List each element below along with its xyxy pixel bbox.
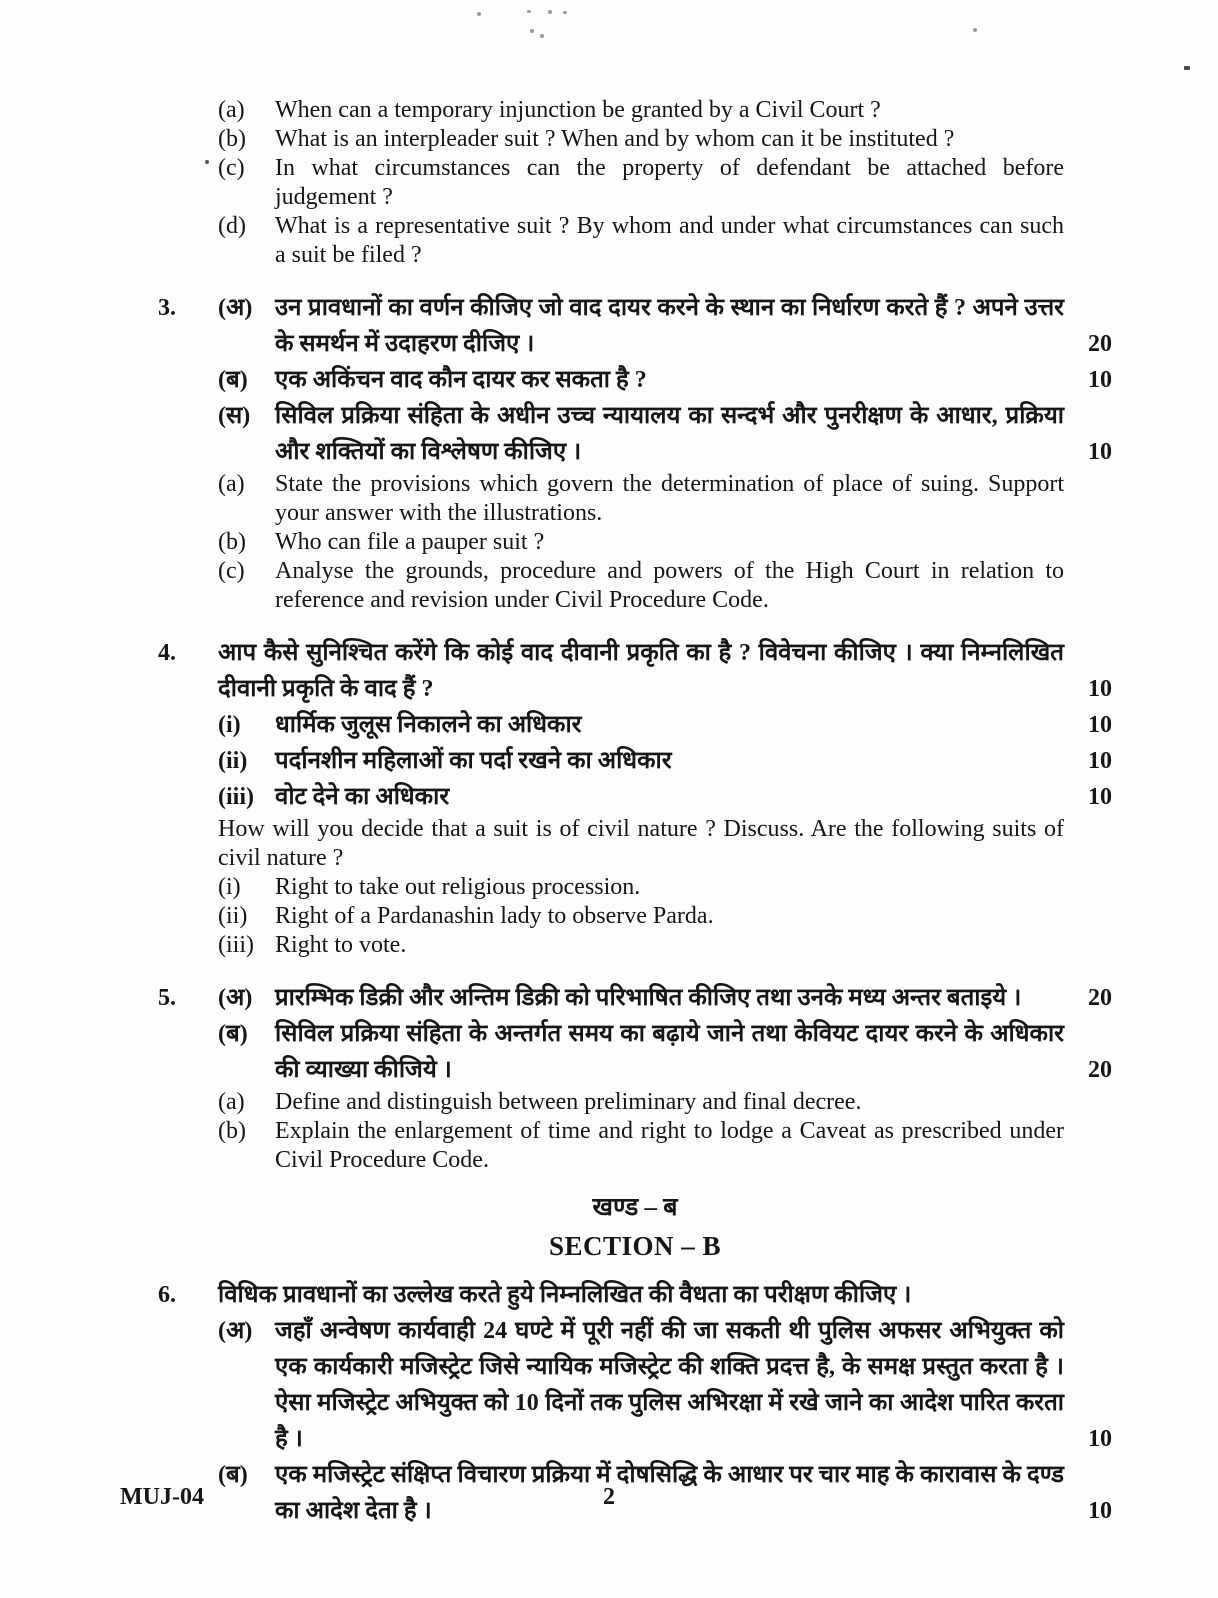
part-label: (अ) (218, 295, 253, 321)
question-number: 5. (158, 985, 176, 1011)
question-text: When can a temporary injunction be granted by a Civil Court ? (275, 97, 881, 123)
question-row (158, 528, 1112, 557)
scan-artifact (540, 34, 544, 38)
part-label: (b) (218, 529, 246, 555)
question-text: एक मजिस्ट्रेट संक्षिप्त विचारण प्रक्रिया में दोषसिद्धि के आधार पर चार माह के कारावास के दण्ड का आदेश देता है । (275, 1462, 1064, 1524)
part-label: (अ) (218, 985, 253, 1011)
question-row (158, 902, 1112, 931)
question-row (158, 1277, 1112, 1313)
marks-value: 10 (1088, 367, 1112, 393)
question-row (158, 873, 1112, 902)
question-text: धार्मिक जुलूस निकालने का अधिकार (275, 712, 582, 738)
question-text: सिविल प्रक्रिया संहिता के अन्तर्गत समय का बढ़ाये जाने तथा केवियट दायर करने के अधिकार की व्याख्या कीजिये । (275, 1021, 1064, 1083)
question-row (158, 1088, 1112, 1117)
question-list (158, 96, 1112, 1529)
marks-value: 10 (1088, 748, 1112, 774)
part-label: (ii) (218, 748, 248, 774)
part-label: (c) (218, 558, 245, 584)
scan-artifact (548, 10, 552, 14)
question-row (158, 931, 1112, 960)
question-text: उन प्रावधानों का वर्णन कीजिए जो वाद दायर करने के स्थान का निर्धारण करते हैं ? अपने उत्तर के समर्थन में उदाहरण दीजिए । (275, 295, 1064, 357)
question-text: Define and distinguish between preliminary and final decree. (275, 1089, 862, 1115)
marks-value: 10 (1088, 1426, 1112, 1452)
marks-value: 20 (1088, 1057, 1112, 1083)
question-text: जहाँ अन्वेषण कार्यवाही 24 घण्टे में पूरी नहीं की जा सकती थी पुलिस अफसर अभियुक्त को एक कार्यकारी मजिस्ट्रेट जिसे न्यायिक मजिस्ट्रेट की शक्ति प्रदत्त है, के समक्ष प्रस्तुत करता है । ऐसा मजिस्ट्रेट अभियुक्त को 10 दिनों तक पुलिस अभिरक्षा में रखे जाने का आदेश पारित करता है । (275, 1318, 1064, 1452)
question-row (158, 1117, 1112, 1175)
part-label: (ब) (218, 367, 248, 393)
question-text: Who can file a pauper suit ? (275, 529, 545, 555)
section-heading-hindi: खण्ड – ब (592, 1194, 678, 1221)
question-row (158, 125, 1112, 154)
part-label: (a) (218, 97, 245, 123)
question-row (158, 635, 1112, 707)
question-number: 6. (158, 1282, 176, 1308)
part-label: (b) (218, 1118, 246, 1144)
scan-artifact (563, 11, 567, 14)
part-label: (i) (218, 874, 241, 900)
section-heading-english: SECTION – B (548, 1231, 722, 1261)
part-label: (ii) (218, 903, 248, 929)
question-text: प्रारम्भिक डिक्री और अन्तिम डिक्री को परिभाषित कीजिए तथा उनके मध्य अन्तर बताइये । (275, 985, 1022, 1011)
page-number: 2 (603, 1484, 615, 1510)
row-spacer (158, 615, 1112, 635)
question-row (158, 815, 1112, 873)
question-text: वोट देने का अधिकार (275, 784, 450, 810)
question-text: State the provisions which govern the determination of place of suing. Support your answer with the illustrations. (275, 471, 1064, 526)
question-row (158, 743, 1112, 779)
question-number: 4. (158, 640, 176, 666)
part-label: (iii) (218, 932, 254, 958)
marks-value: 10 (1088, 712, 1112, 738)
question-text: Explain the enlargement of time and right to lodge a Caveat as prescribed under Civil Procedure Code. (275, 1118, 1064, 1173)
part-label: (c) (218, 155, 245, 181)
question-row (158, 398, 1112, 470)
question-text: आप कैसे सुनिश्चित करेंगे कि कोई वाद दीवानी प्रकृति का है ? विवेचना कीजिए । क्या निम्नलिखित दीवानी प्रकृति के वाद हैं ? (218, 640, 1064, 702)
question-row (158, 290, 1112, 362)
question-text: What is a representative suit ? By whom and under what circumstances can such a suit be filed ? (275, 213, 1064, 268)
question-row (158, 362, 1112, 398)
paper-code: MUJ-04 (120, 1484, 204, 1510)
question-number: 3. (158, 295, 176, 321)
scan-artifact (1184, 66, 1190, 70)
question-row (158, 1016, 1112, 1088)
question-text: Right of a Pardanashin lady to observe Parda. (275, 903, 714, 929)
question-row (158, 1313, 1112, 1457)
question-row (158, 980, 1112, 1016)
question-text: Right to vote. (275, 932, 407, 958)
page-footer (0, 1484, 1218, 1511)
question-text: In what circumstances can the property of defendant be attached before judgement ? (275, 155, 1064, 210)
question-text: How will you decide that a suit is of civil nature ? Discuss. Are the following suits of civil nature ? (218, 816, 1064, 871)
part-label: (iii) (218, 784, 254, 810)
question-row (158, 707, 1112, 743)
scan-artifact (973, 28, 977, 32)
question-row (158, 212, 1112, 270)
question-text: What is an interpleader suit ? When and by whom can it be instituted ? (275, 126, 955, 152)
question-text: सिविल प्रक्रिया संहिता के अधीन उच्च न्यायालय का सन्दर्भ और पुनरीक्षण के आधार, प्रक्रिया और शक्तियों का विश्लेषण कीजिए । (275, 403, 1064, 465)
question-row (158, 96, 1112, 125)
part-label: (स) (218, 403, 251, 429)
question-row (158, 470, 1112, 528)
row-spacer (158, 960, 1112, 980)
question-text: एक अकिंचन वाद कौन दायर कर सकता है ? (275, 367, 647, 393)
question-text: Right to take out religious procession. (275, 874, 641, 900)
question-text: Analyse the grounds, procedure and powers of the High Court in relation to reference and revision under Civil Procedure Code. (275, 558, 1064, 613)
part-label: (b) (218, 126, 246, 152)
scan-artifact (530, 29, 534, 33)
section-heading (158, 1175, 1112, 1277)
part-label: (अ) (218, 1318, 253, 1344)
part-label: (a) (218, 471, 245, 497)
marks-value: 10 (1088, 439, 1112, 465)
scan-artifact (527, 10, 531, 13)
scan-artifact (477, 12, 481, 16)
part-label: (ब) (218, 1462, 248, 1488)
marks-value: 10 (1088, 676, 1112, 702)
question-text: विधिक प्रावधानों का उल्लेख करते हुये निम्नलिखित की वैधता का परीक्षण कीजिए । (218, 1282, 912, 1308)
part-label: (ब) (218, 1021, 248, 1047)
marks-value: 10 (1088, 1498, 1112, 1524)
part-label: (a) (218, 1089, 245, 1115)
question-row (158, 557, 1112, 615)
marks-value: 20 (1088, 331, 1112, 357)
marks-value: 10 (1088, 784, 1112, 810)
question-text: पर्दानशीन महिलाओं का पर्दा रखने का अधिकार (275, 748, 672, 774)
part-label: (i) (218, 712, 241, 738)
question-row (158, 779, 1112, 815)
part-label: (d) (218, 213, 246, 239)
question-row (158, 154, 1112, 212)
marks-value: 20 (1088, 985, 1112, 1011)
row-spacer (158, 270, 1112, 290)
